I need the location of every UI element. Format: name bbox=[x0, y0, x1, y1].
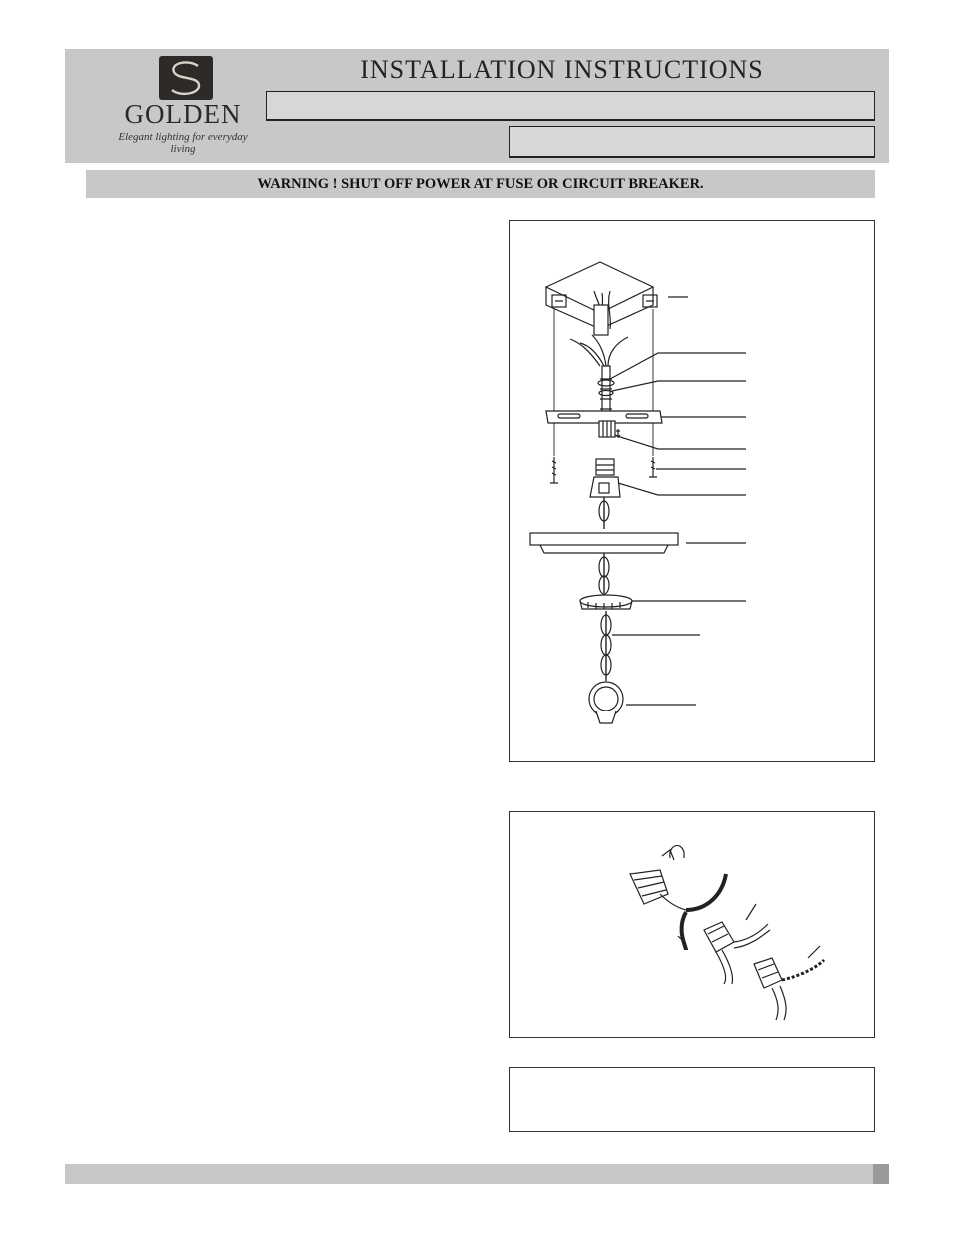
chandelier-exploded-diagram-icon bbox=[510, 221, 876, 763]
logo-wordmark: GOLDEN bbox=[124, 99, 242, 129]
brand-logo bbox=[108, 52, 258, 155]
footer-page-tab bbox=[873, 1164, 889, 1184]
footer-bar bbox=[65, 1164, 889, 1184]
wire-connection-panel bbox=[509, 811, 875, 1038]
wire-nut-connection-icon bbox=[510, 812, 876, 1039]
warning-text: WARNING ! SHUT OFF POWER AT FUSE OR CIRCUIT BREAKER. bbox=[257, 175, 704, 192]
warning-banner bbox=[86, 170, 875, 198]
golden-s-logo-icon bbox=[158, 55, 214, 101]
logo-tagline: Elegant lighting for everyday living bbox=[118, 131, 248, 155]
notes-box bbox=[509, 1067, 875, 1132]
model-number-field bbox=[509, 126, 875, 158]
assembly-diagram-panel bbox=[509, 220, 875, 762]
page-title: INSTALLATION INSTRUCTIONS bbox=[360, 55, 764, 84]
model-name-field bbox=[266, 91, 875, 121]
